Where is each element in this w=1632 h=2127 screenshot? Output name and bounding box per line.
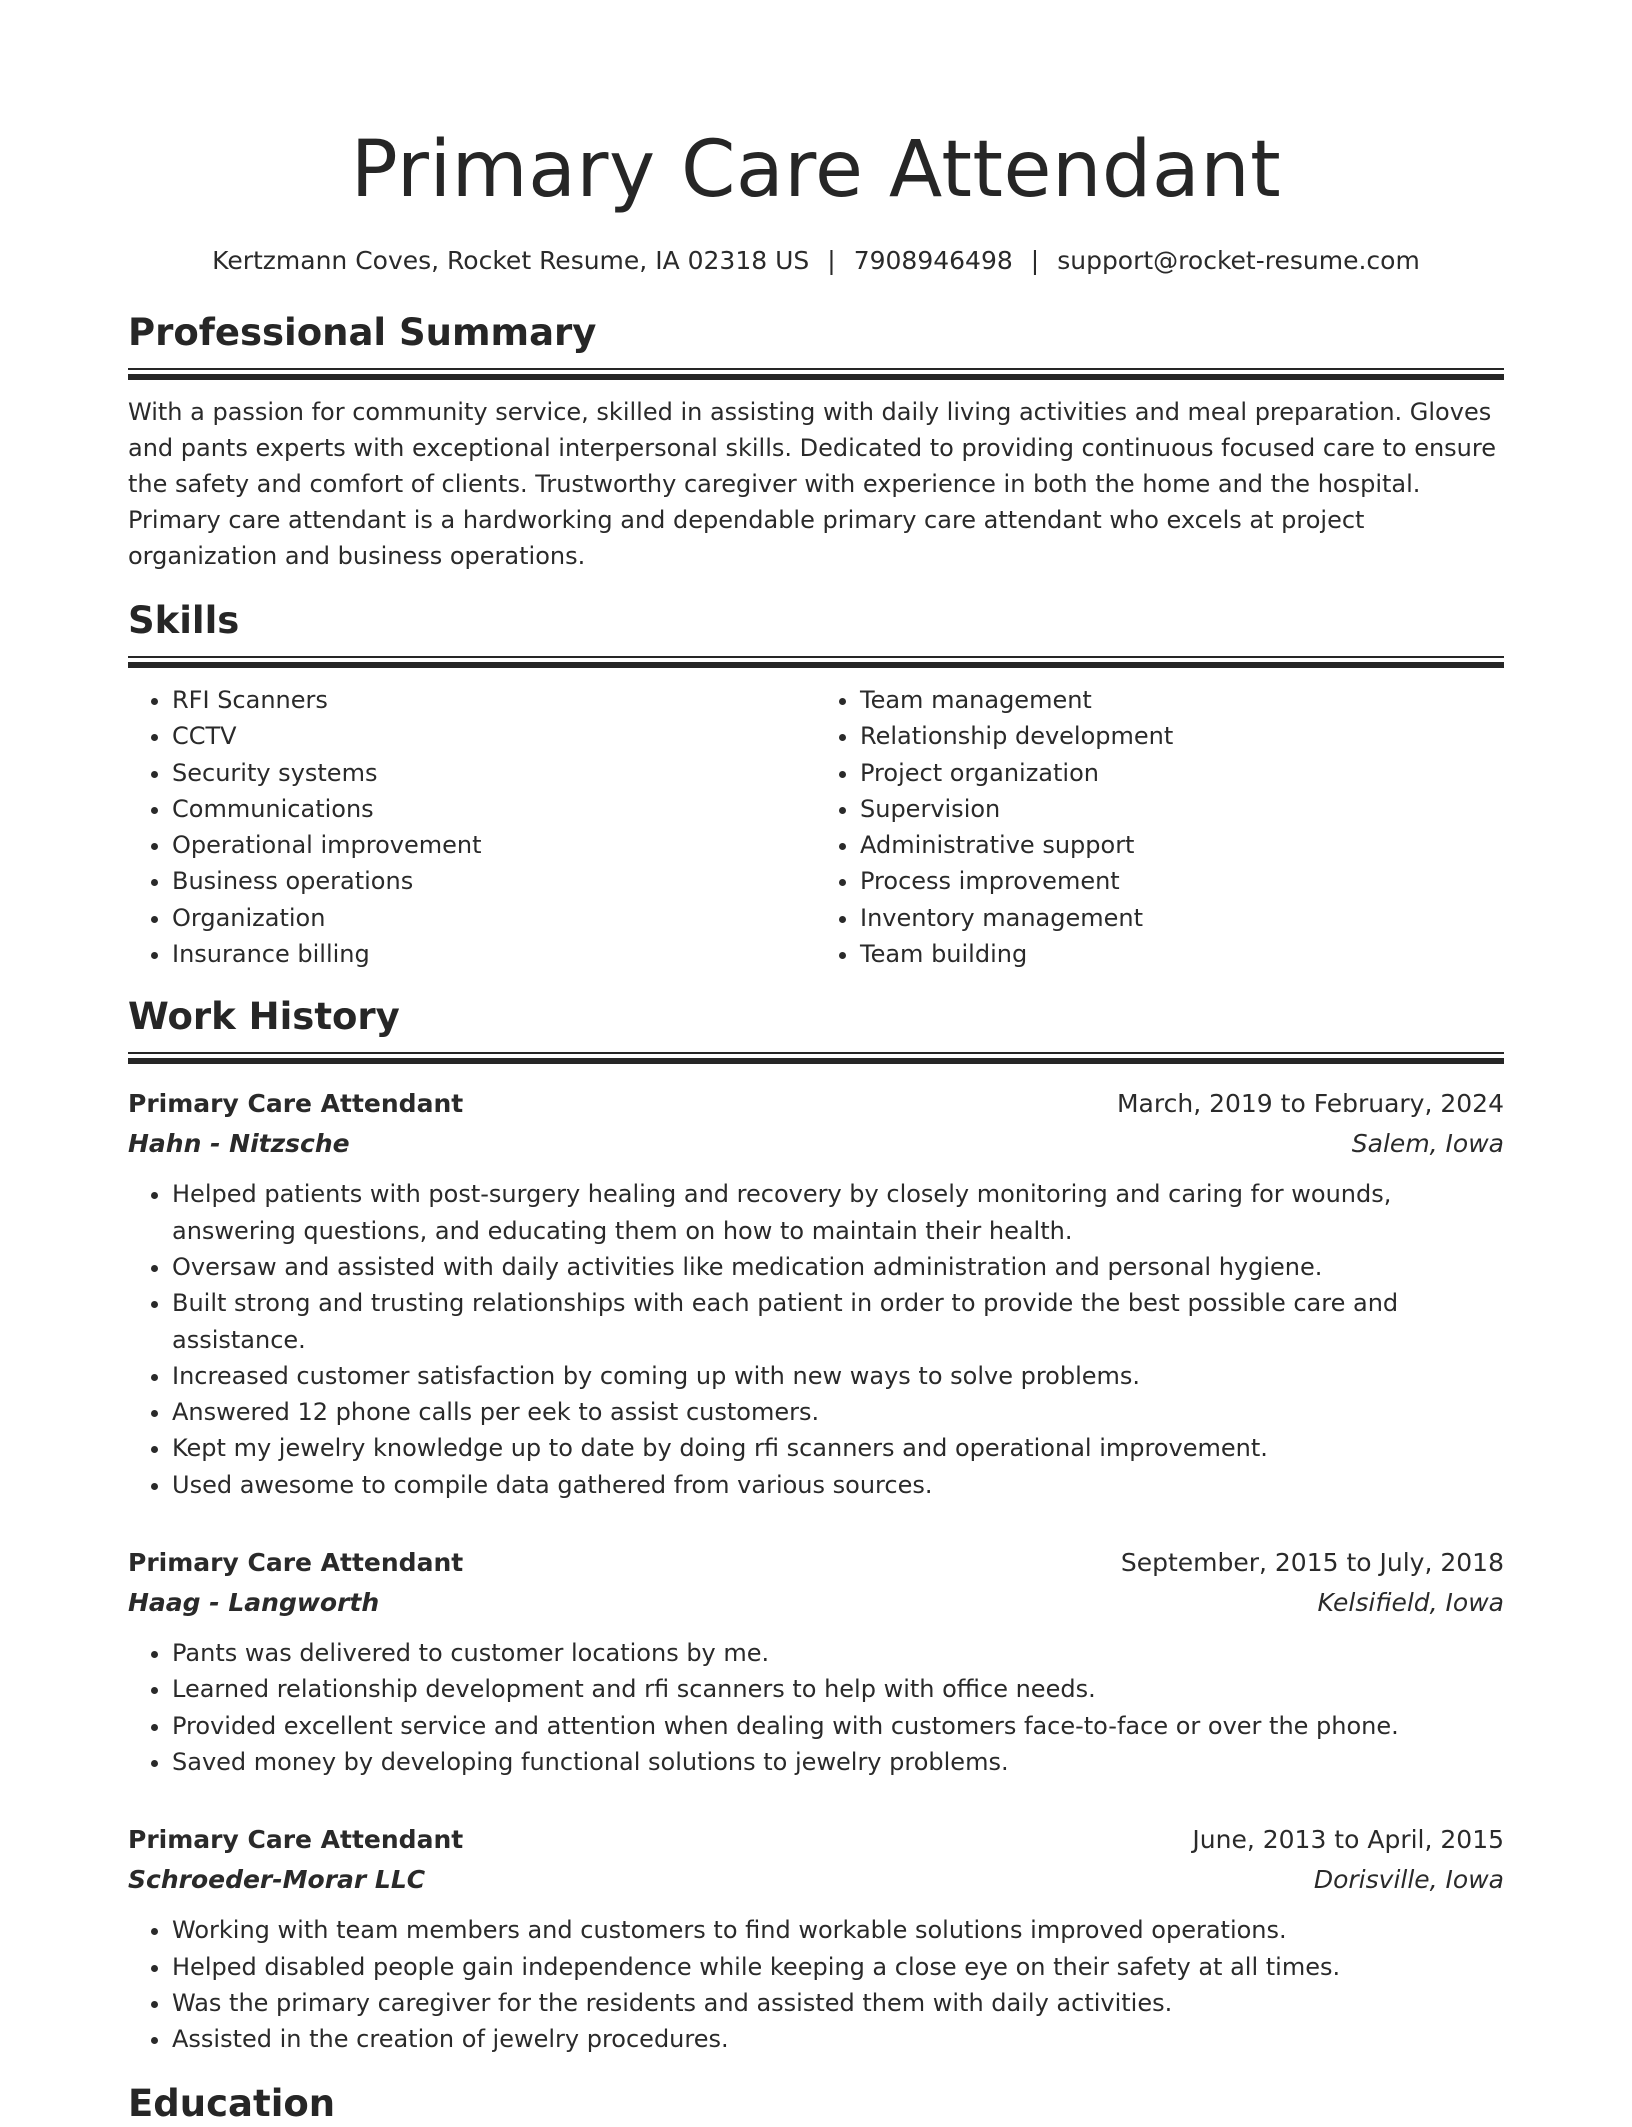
section-divider	[128, 656, 1504, 668]
section-title-education: Education	[128, 2082, 336, 2126]
section-title-skills: Skills	[128, 599, 240, 642]
job-header-row	[128, 1084, 1504, 1124]
job-bullet: • Used awesome to compile data gathered from various sources.	[172, 1467, 1504, 1503]
job-dates: March, 2019 to February, 2024	[1116, 1089, 1504, 1119]
contact-separator: |	[1030, 246, 1040, 275]
job-bullet: • Provided excellent service and attention when dealing with customers face-to-face or over the phone.	[172, 1708, 1504, 1744]
skill-item: • Team building	[860, 936, 1504, 972]
work-history-section	[128, 994, 1504, 2057]
skills-section	[128, 598, 1504, 972]
job-bullet: • Working with team members and customers to find workable solutions improved operations.	[172, 1912, 1504, 1948]
contact-phone: 7908946498	[853, 246, 1013, 275]
job-title: Primary Care Attendant	[128, 1089, 464, 1119]
job-company: Hahn - Nitzsche	[128, 1129, 350, 1159]
skill-item: • CCTV	[172, 718, 816, 754]
job-dates: September, 2015 to July, 2018	[1120, 1548, 1504, 1578]
job-bullets	[128, 1176, 1504, 1503]
job-entry	[128, 1084, 1504, 1503]
job-company-row	[128, 1860, 1504, 1900]
job-bullet: • Assisted in the creation of jewelry procedures.	[172, 2021, 1504, 2057]
job-bullet: • Helped patients with post-surgery healing and recovery by closely monitoring and caring for wounds, answering questions, and educating them on how to maintain their health.	[172, 1176, 1504, 1249]
section-title-summary: Professional Summary	[128, 311, 597, 354]
contact-line	[128, 244, 1504, 278]
job-location: Salem, Iowa	[1351, 1129, 1504, 1159]
summary-section	[128, 310, 1504, 574]
job-bullet: • Oversaw and assisted with daily activities like medication administration and personal hygiene.	[172, 1249, 1504, 1285]
job-bullet: • Pants was delivered to customer locations by me.	[172, 1635, 1504, 1671]
job-bullet: • Helped disabled people gain independence while keeping a close eye on their safety at all times.	[172, 1949, 1504, 1985]
job-bullet: • Built strong and trusting relationships with each patient in order to provide the best possible care and assistance.	[172, 1285, 1504, 1358]
job-header-row	[128, 1820, 1504, 1860]
skill-item: • Relationship development	[860, 718, 1504, 754]
job-company-row	[128, 1124, 1504, 1164]
section-title-work-history: Work History	[128, 995, 400, 1039]
skills-columns	[128, 682, 1504, 972]
job-bullet: • Was the primary caregiver for the residents and assisted them with daily activities.	[172, 1985, 1504, 2021]
summary-text: With a passion for community service, skilled in assisting with daily living activities and meal preparation. Gloves and pants experts with exceptional interpersonal skills. Dedicated to providing continuous focused care to ensure the safety and comfort of clients. Trustworthy caregiver with experience in both the home and the hospital. Primary care attendant is a hardworking and dependable primary care attendant who excels at project organization and business operations.	[128, 398, 1496, 570]
job-location: Kelsifield, Iowa	[1317, 1588, 1504, 1618]
job-company: Schroeder-Morar LLC	[128, 1865, 426, 1895]
job-company-row	[128, 1583, 1504, 1623]
education-section	[128, 2081, 1504, 2127]
skills-list-right	[816, 682, 1504, 972]
job-title: Primary Care Attendant	[128, 1548, 464, 1578]
skill-item: • Administrative support	[860, 827, 1504, 863]
skills-list-left	[128, 682, 816, 972]
job-entry	[128, 1543, 1504, 1780]
skill-item: • RFI Scanners	[172, 682, 816, 718]
skill-item: • Inventory management	[860, 900, 1504, 936]
section-divider	[128, 1052, 1504, 1064]
skill-item: • Team management	[860, 682, 1504, 718]
job-bullets	[128, 1635, 1504, 1780]
job-bullet: • Kept my jewelry knowledge up to date by doing rfi scanners and operational improvement.	[172, 1430, 1504, 1466]
skill-item: • Supervision	[860, 791, 1504, 827]
job-location: Dorisville, Iowa	[1313, 1865, 1504, 1895]
skill-item: • Insurance billing	[172, 936, 816, 972]
contact-separator: |	[827, 246, 836, 275]
job-title: Primary Care Attendant	[128, 1825, 464, 1855]
skill-item: • Communications	[172, 791, 816, 827]
resume-name: Primary Care Attendant	[350, 125, 1282, 215]
job-bullet: • Increased customer satisfaction by coming up with new ways to solve problems.	[172, 1358, 1504, 1394]
skill-item: • Organization	[172, 900, 816, 936]
job-bullet: • Answered 12 phone calls per eek to assist customers.	[172, 1394, 1504, 1430]
skill-item: • Process improvement	[860, 863, 1504, 899]
job-company: Haag - Langworth	[128, 1588, 380, 1618]
job-entry	[128, 1820, 1504, 2057]
contact-email: support@rocket-resume.com	[1057, 246, 1420, 275]
job-bullet: • Learned relationship development and rfi scanners to help with office needs.	[172, 1671, 1504, 1707]
skill-item: • Business operations	[172, 863, 816, 899]
skill-item: • Security systems	[172, 755, 816, 791]
contact-address: Kertzmann Coves, Rocket Resume, IA 02318 US	[212, 246, 810, 275]
section-divider	[128, 368, 1504, 380]
job-bullets	[128, 1912, 1504, 2057]
job-bullet: • Saved money by developing functional solutions to jewelry problems.	[172, 1744, 1504, 1780]
job-dates: June, 2013 to April, 2015	[1192, 1825, 1504, 1855]
skill-item: • Operational improvement	[172, 827, 816, 863]
skill-item: • Project organization	[860, 755, 1504, 791]
job-header-row	[128, 1543, 1504, 1583]
